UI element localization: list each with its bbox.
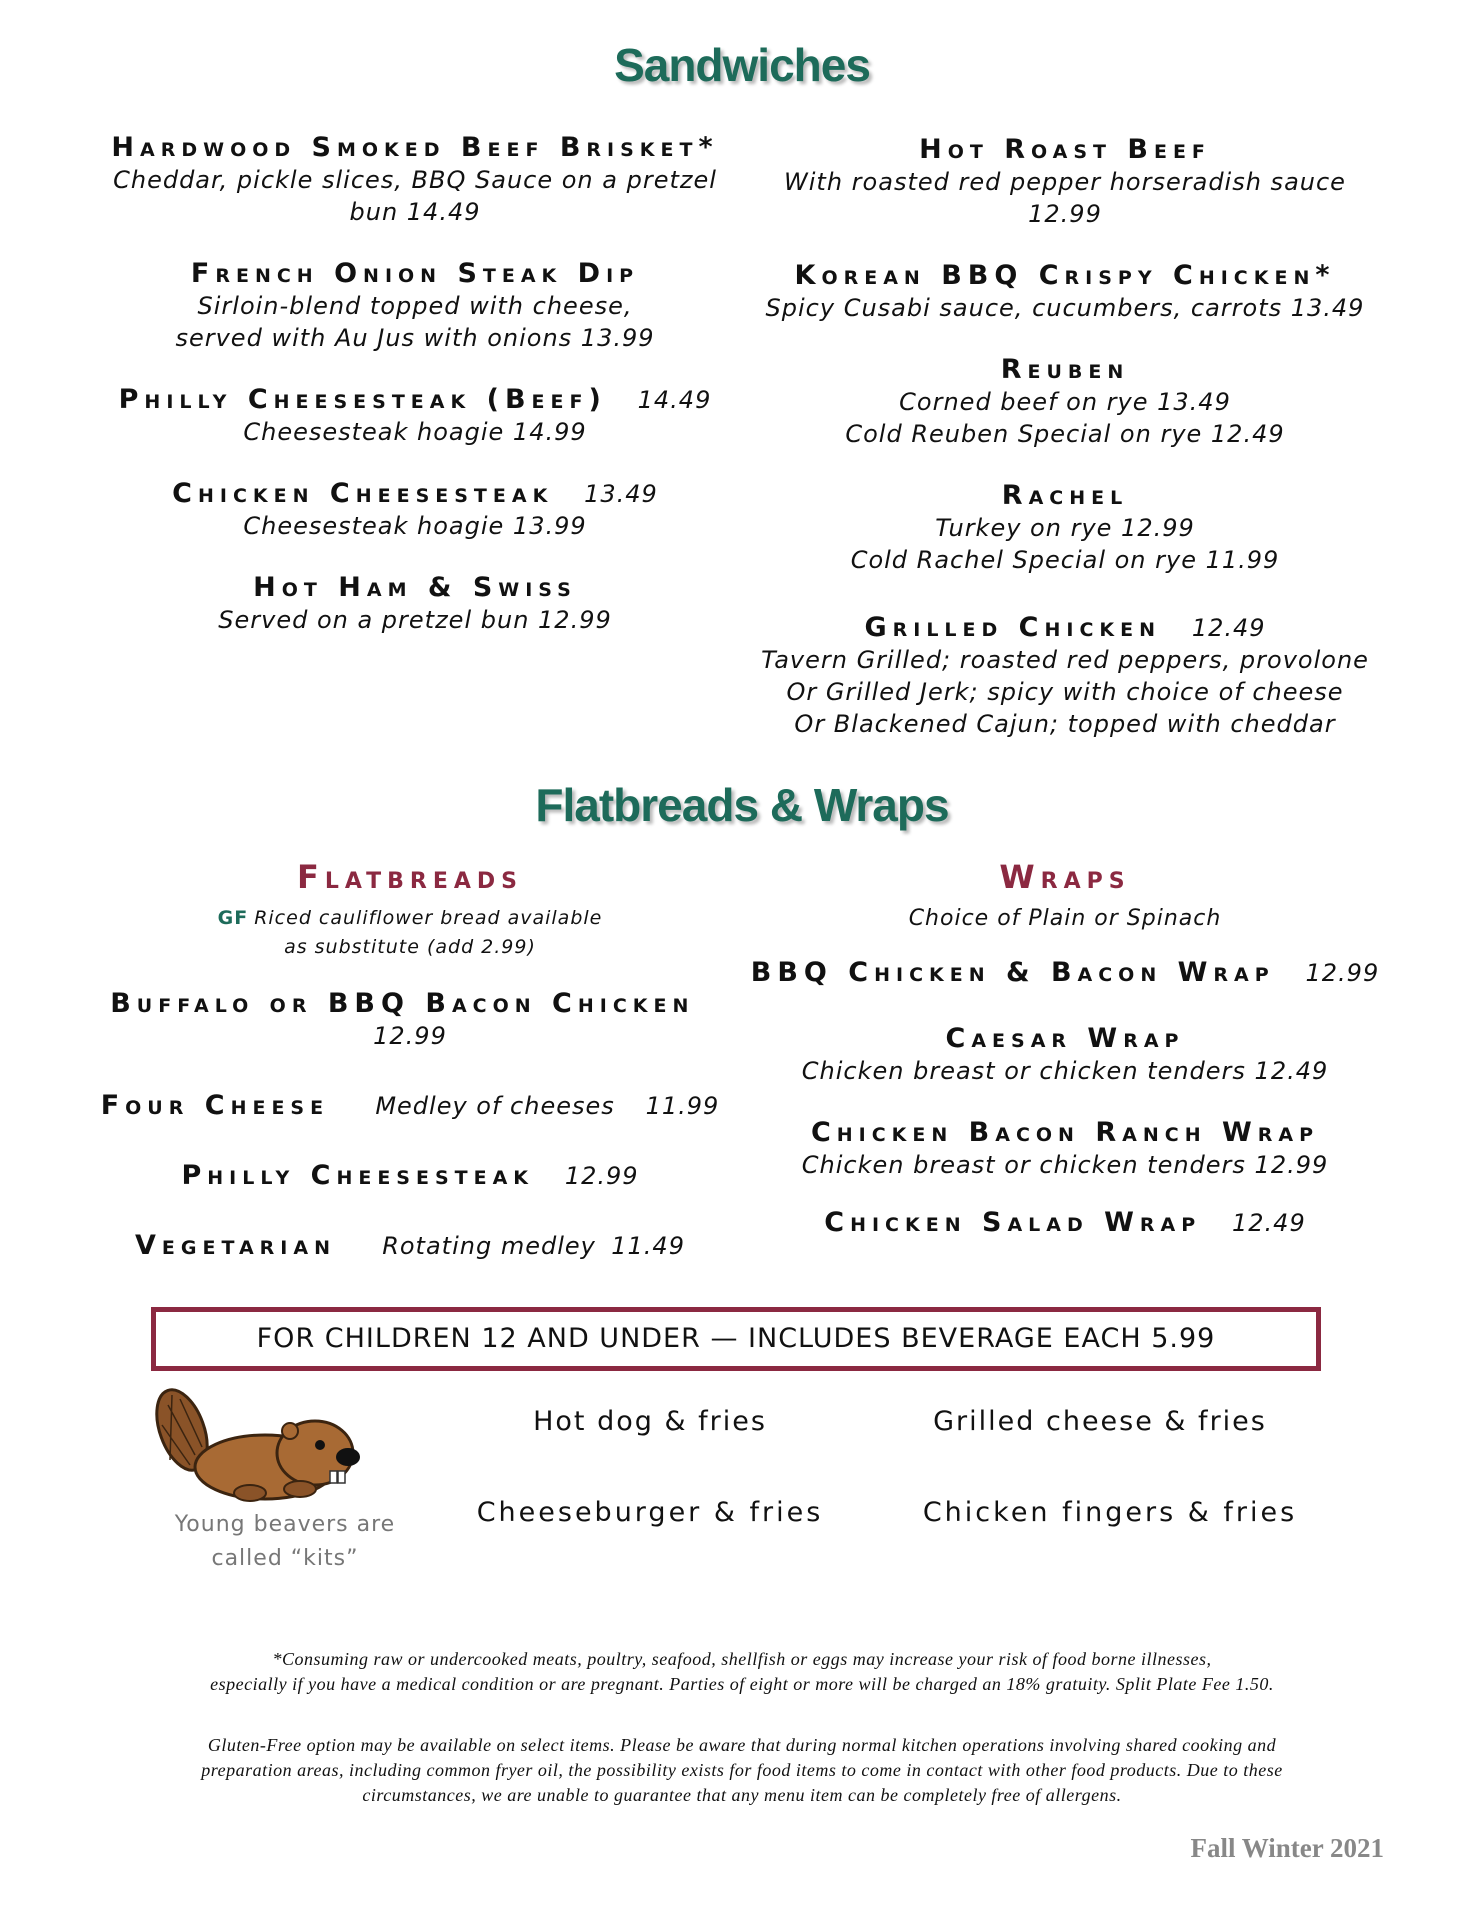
item-name (90, 384, 740, 416)
menu-item (745, 1207, 1385, 1239)
item-desc: Or Blackened Cajun; topped with cheddar (794, 710, 1336, 738)
season-label: Fall Winter 2021 (1190, 1833, 1384, 1863)
item-desc: Turkey on rye 12.99 (935, 514, 1195, 542)
menu-item (90, 1230, 730, 1262)
item-name-text: Philly Cheesesteak (Beef) (118, 384, 607, 415)
kids-banner: FOR CHILDREN 12 AND UNDER — INCLUDES BEVERAGE EACH 5.99 (151, 1307, 1321, 1371)
flatbreads-heading: Flatbreads (296, 858, 524, 896)
gf-badge: GF (217, 907, 249, 929)
sandwiches-title: Sandwiches (614, 39, 870, 91)
item-desc: Cheesesteak hoagie 13.99 (243, 512, 587, 540)
item-name-text: Grilled Chicken (864, 612, 1162, 643)
disclaimer-line: preparation areas, including common fryer oil, the possibility exists for food items to come in contact with other food products. Due to these (201, 1760, 1283, 1780)
menu-item (90, 572, 740, 636)
item-name: BBQ Chicken & Bacon Wrap (750, 957, 1275, 988)
item-desc: Served on a pretzel bun 12.99 (218, 606, 612, 634)
flatbreads-column (90, 858, 730, 1262)
disclaimer-line: *Consuming raw or undercooked meats, poultry, seafood, shellfish or eggs may increase your risk of food borne illnesses, (272, 1649, 1212, 1669)
item-price: 12.99 (373, 1022, 447, 1050)
item-name: Korean BBQ Crispy Chicken* (794, 260, 1336, 291)
item-name: Rachel (1001, 480, 1129, 511)
item-name (90, 478, 740, 510)
wraps-column (745, 858, 1385, 1239)
menu-item (90, 132, 740, 228)
sandwiches-left-column (90, 132, 740, 636)
item-desc: Or Grilled Jerk; spicy with choice of cheese (786, 678, 1344, 706)
menu-item (90, 384, 740, 448)
item-name: French Onion Steak Dip (190, 258, 640, 289)
item-desc: Cold Rachel Special on rye 11.99 (850, 546, 1280, 574)
wraps-note: Choice of Plain or Spinach (908, 906, 1222, 931)
item-name: Philly Cheesesteak (181, 1160, 535, 1191)
menu-item-name: Chicken Bacon Ranch Wrap (810, 1117, 1320, 1148)
item-desc: Corned beef on rye 13.49 (899, 388, 1231, 416)
item-name: Vegetarian (135, 1230, 336, 1261)
flatbreads-note: as substitute (add 2.99) (284, 936, 536, 958)
item-price: 14.49 (637, 386, 712, 414)
item-desc: bun 14.49 (349, 198, 481, 226)
note-text: Riced cauliflower bread available (254, 907, 603, 929)
item-price: 12.49 (1191, 614, 1266, 642)
menu-item (745, 354, 1385, 450)
kids-item: Hot dog & fries (533, 1406, 767, 1437)
item-desc: Sirloin-blend topped with cheese, (197, 292, 633, 320)
food-safety-disclaimer (100, 1647, 1384, 1697)
item-name: Buffalo or BBQ Bacon Chicken (110, 988, 695, 1019)
item-desc: Rotating medley (382, 1232, 596, 1260)
item-name: Reuben (1000, 354, 1130, 385)
item-price: 12.49 (1232, 1209, 1306, 1237)
kids-item: Chicken fingers & fries (922, 1497, 1298, 1528)
flatbreads-note (90, 904, 730, 933)
menu-item (745, 612, 1385, 740)
item-desc: Chicken breast or chicken tenders 12.99 (801, 1151, 1329, 1179)
item-desc: Cheesesteak hoagie 14.99 (243, 418, 587, 446)
caption-line: Young beavers are (174, 1512, 396, 1537)
item-desc: Cold Reuben Special on rye 12.49 (845, 420, 1285, 448)
item-price: 11.99 (645, 1092, 720, 1120)
menu-item (90, 1090, 730, 1122)
item-price: 13.49 (584, 480, 658, 508)
menu-item-name: Caesar Wrap (945, 1023, 1185, 1054)
menu-item (90, 478, 740, 542)
item-name (745, 612, 1385, 644)
item-name: Hardwood Smoked Beef Brisket* (111, 132, 719, 163)
menu-item (90, 1160, 730, 1192)
kids-item: Grilled cheese & fries (933, 1406, 1267, 1437)
item-name: Hot Ham & Swiss (253, 572, 577, 603)
item-desc: Cheddar, pickle slices, BBQ Sauce on a pretzel (113, 166, 717, 194)
gluten-free-disclaimer (100, 1733, 1384, 1808)
item-desc: Medley of cheeses (375, 1092, 615, 1120)
item-desc: served with Au Jus with onions 13.99 (175, 324, 655, 352)
item-price: 12.99 (564, 1162, 639, 1190)
menu-item (745, 480, 1385, 576)
item-name: Four Cheese (100, 1090, 330, 1121)
item-desc: Tavern Grilled; roasted red peppers, provolone (761, 646, 1369, 674)
item-desc: Spicy Cusabi sauce, cucumbers, carrots 13.49 (765, 294, 1365, 322)
flatbreads-wraps-title: Flatbreads & Wraps (535, 779, 949, 831)
disclaimer-line: circumstances, we are unable to guarantee that any menu item can be completely free of allergens. (362, 1785, 1122, 1805)
menu-item (745, 957, 1385, 989)
item-desc: With roasted red pepper horseradish sauce 12.99 (784, 168, 1346, 228)
menu-item (90, 258, 740, 354)
item-name-text: Chicken Cheesesteak (172, 478, 554, 509)
menu-item (90, 988, 730, 1052)
item-price: 11.49 (611, 1232, 685, 1260)
wraps-heading: Wraps (999, 858, 1131, 896)
disclaimer-line: Gluten-Free option may be available on select items. Please be aware that during normal kitchen operations involving shared cooking and (207, 1735, 1277, 1755)
menu-item (745, 260, 1385, 324)
item-name: Hot Roast Beef (919, 134, 1211, 165)
item-name: Chicken Salad Wrap (824, 1207, 1202, 1238)
caption-line: called “kits” (211, 1546, 359, 1571)
item-desc: Chicken breast or chicken tenders 12.49 (801, 1057, 1329, 1085)
sandwiches-right-column (745, 134, 1385, 740)
disclaimer-line: especially if you have a medical condition or are pregnant. Parties of eight or more will be charged an 18% gratuity. Split Plate Fee 1.50. (210, 1674, 1274, 1694)
beaver-icon (150, 1385, 380, 1505)
menu-item (745, 134, 1385, 230)
item-price: 12.99 (1305, 959, 1380, 987)
beaver-caption (140, 1508, 430, 1576)
kids-item: Cheeseburger & fries (476, 1497, 824, 1528)
